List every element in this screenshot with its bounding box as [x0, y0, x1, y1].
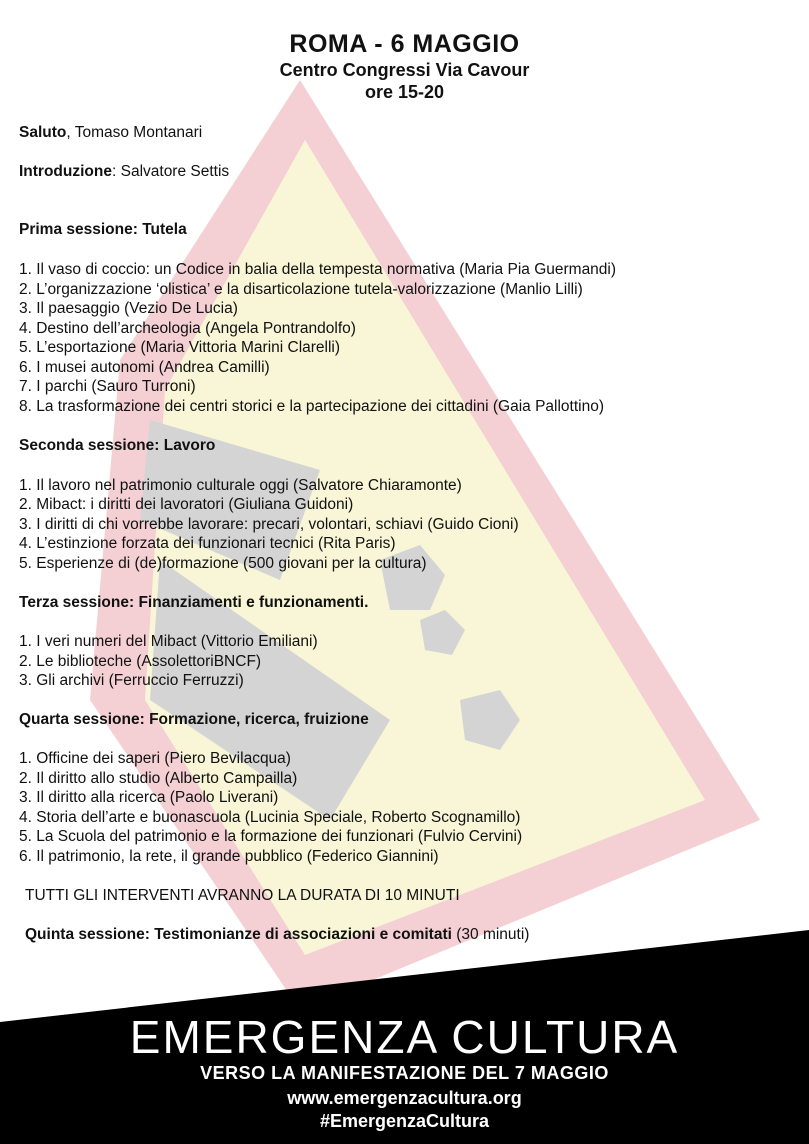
session-item: 4. L’estinzione forzata dei funzionari tecnici (Rita Paris) — [19, 535, 396, 552]
session-title: Seconda sessione: Lavoro — [19, 437, 216, 454]
session-item: 1. Il lavoro nel patrimonio culturale oggi (Salvatore Chiaramonte) — [19, 477, 462, 494]
footer-website-link[interactable]: www.emergenzacultura.org — [287, 1088, 522, 1108]
session-item: 2. Le biblioteche (AssolettoriBNCF) — [19, 653, 262, 670]
session-item: 5. L’esportazione (Maria Vittoria Marini Clarelli) — [19, 339, 341, 356]
session-item: 5. Esperienze di (de)formazione (500 giovani per la cultura) — [19, 555, 427, 572]
event-time: ore 15-20 — [364, 82, 445, 102]
session-item: 8. La trasformazione dei centri storici e la partecipazione dei cittadini (Gaia Pallottino) — [19, 398, 604, 415]
session-item: 3. Il diritto alla ricerca (Paolo Liverani) — [19, 789, 279, 806]
session-item: 4. Destino dell’archeologia (Angela Pontrandolfo) — [19, 320, 356, 337]
saluto-name: , Tomaso Montanari — [66, 124, 203, 141]
footer-title: EMERGENZA CULTURA — [129, 1011, 680, 1063]
session-title: Terza sessione: Finanziamenti e funzionamenti. — [19, 594, 369, 611]
session-title: Quarta sessione: Formazione, ricerca, fruizione — [19, 711, 369, 728]
quinta-session-title: Quinta sessione: Testimonianze di associazioni e comitati — [25, 926, 452, 943]
footer-hashtag: #EmergenzaCultura — [319, 1111, 490, 1131]
introduzione-label: Introduzione — [19, 163, 112, 180]
saluto-label: Saluto — [19, 124, 67, 141]
introduzione-line — [19, 163, 229, 181]
session-item: 7. I parchi (Sauro Turroni) — [19, 378, 196, 395]
introduzione-name: : Salvatore Settis — [112, 163, 230, 180]
footer-subtitle: VERSO LA MANIFESTAZIONE DEL 7 MAGGIO — [200, 1063, 609, 1083]
session-title: Prima sessione: Tutela — [19, 221, 187, 238]
session-item: 6. Il patrimonio, la rete, il grande pubblico (Federico Giannini) — [19, 848, 439, 865]
session-item: 1. Il vaso di coccio: un Codice in balia della tempesta normativa (Maria Pia Guermandi) — [19, 261, 617, 278]
quinta-session-duration: (30 minuti) — [451, 926, 530, 943]
session-item: 3. I diritti di chi vorrebbe lavorare: precari, volontari, schiavi (Guido Cioni) — [19, 516, 519, 533]
session-item: 6. I musei autonomi (Andrea Camilli) — [19, 359, 270, 376]
saluto-line — [19, 124, 202, 142]
duration-note: TUTTI GLI INTERVENTI AVRANNO LA DURATA DI 10 MINUTI — [25, 887, 460, 904]
session-item: 2. L’organizzazione ‘olistica’ e la disarticolazione tutela-valorizzazione (Manlio Lilli) — [19, 281, 583, 298]
session-item: 1. I veri numeri del Mibact (Vittorio Emiliani) — [19, 633, 318, 650]
session-item: 2. Mibact: i diritti dei lavoratori (Giuliana Guidoni) — [19, 496, 354, 513]
session-item: 2. Il diritto allo studio (Alberto Campailla) — [19, 770, 298, 787]
session-item: 1. Officine dei saperi (Piero Bevilacqua) — [19, 750, 291, 767]
event-title: ROMA - 6 MAGGIO — [289, 30, 520, 58]
event-venue: Centro Congressi Via Cavour — [279, 60, 530, 80]
session-item: 3. Gli archivi (Ferruccio Ferruzzi) — [19, 672, 244, 689]
session-item: 3. Il paesaggio (Vezio De Lucia) — [19, 300, 238, 317]
session-item: 4. Storia dell’arte e buonascuola (Lucinia Speciale, Roberto Scognamillo) — [19, 809, 521, 826]
session-item: 5. La Scuola del patrimonio e la formazione dei funzionari (Fulvio Cervini) — [19, 828, 523, 845]
